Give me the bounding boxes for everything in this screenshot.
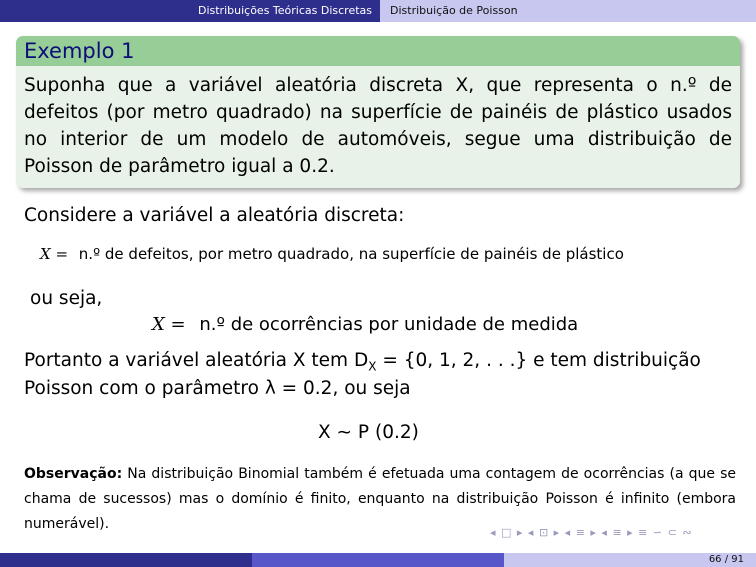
definition-2-rhs: n.º de ocorrências por unidade de medida xyxy=(199,314,579,335)
header-bar xyxy=(0,0,756,22)
definition-2 xyxy=(152,314,578,335)
observation-label: Observação: xyxy=(24,466,123,482)
definition-1-lhs: X = xyxy=(40,245,69,263)
observation-text: Na distribuição Binomial também é efetuada uma contagem de ocorrências (a que se chama de sucessos) mas o domínio é finito, enquanto na distribuição Poisson é infinito (embora numerável). xyxy=(24,466,736,532)
footer-segment-2 xyxy=(252,553,504,567)
intro-text: Considere a variável a aleatória discreta: xyxy=(24,205,405,226)
distribution-formula: X ∼ P (0.2) xyxy=(318,422,419,443)
definition-1-rhs: n.º de defeitos, por metro quadrado, na superfície de painéis de plástico xyxy=(78,245,624,263)
example-body: Suponha que a variável aleatória discreta X, que representa o n.º de defeitos (por metro quadrado) na superfície de painéis de plástico usados no interior de um modelo de automóveis, segue uma distribuição de Poisson de parâmetro igual a 0.2. xyxy=(16,66,740,188)
page-number: 66 / 91 xyxy=(708,554,744,565)
beamer-navigation-icons[interactable]: ◂ □ ▸ ◂ ⊡ ▸ ◂ ≡ ▸ ◂ ≡ ▸ ≡ ∽ ⊂ ∾ xyxy=(490,526,693,539)
ou-seja-text: ou seja, xyxy=(30,288,103,309)
example-title: Exemplo 1 xyxy=(16,36,740,66)
header-section-right-label: Distribuição de Poisson xyxy=(390,4,518,17)
header-section-right[interactable] xyxy=(380,0,756,22)
header-section-left[interactable] xyxy=(0,0,380,22)
footer-bar xyxy=(0,553,756,567)
footer-segment-1 xyxy=(0,553,252,567)
portanto-line-2: Poisson com o parâmetro λ = 0.2, ou seja xyxy=(24,378,411,399)
definition-1 xyxy=(40,245,624,263)
portanto-text: Portanto a variável aleatória X tem D xyxy=(24,350,369,371)
definition-2-lhs: X = xyxy=(152,314,186,335)
header-section-left-label: Distribuições Teóricas Discretas xyxy=(197,4,372,17)
footer-segment-3 xyxy=(504,553,756,567)
portanto-subscript: X xyxy=(368,359,377,374)
portanto-line-1 xyxy=(24,350,701,374)
example-block xyxy=(16,36,740,188)
portanto-set: = {0, 1, 2, . . .} e tem distribuição xyxy=(376,350,701,371)
